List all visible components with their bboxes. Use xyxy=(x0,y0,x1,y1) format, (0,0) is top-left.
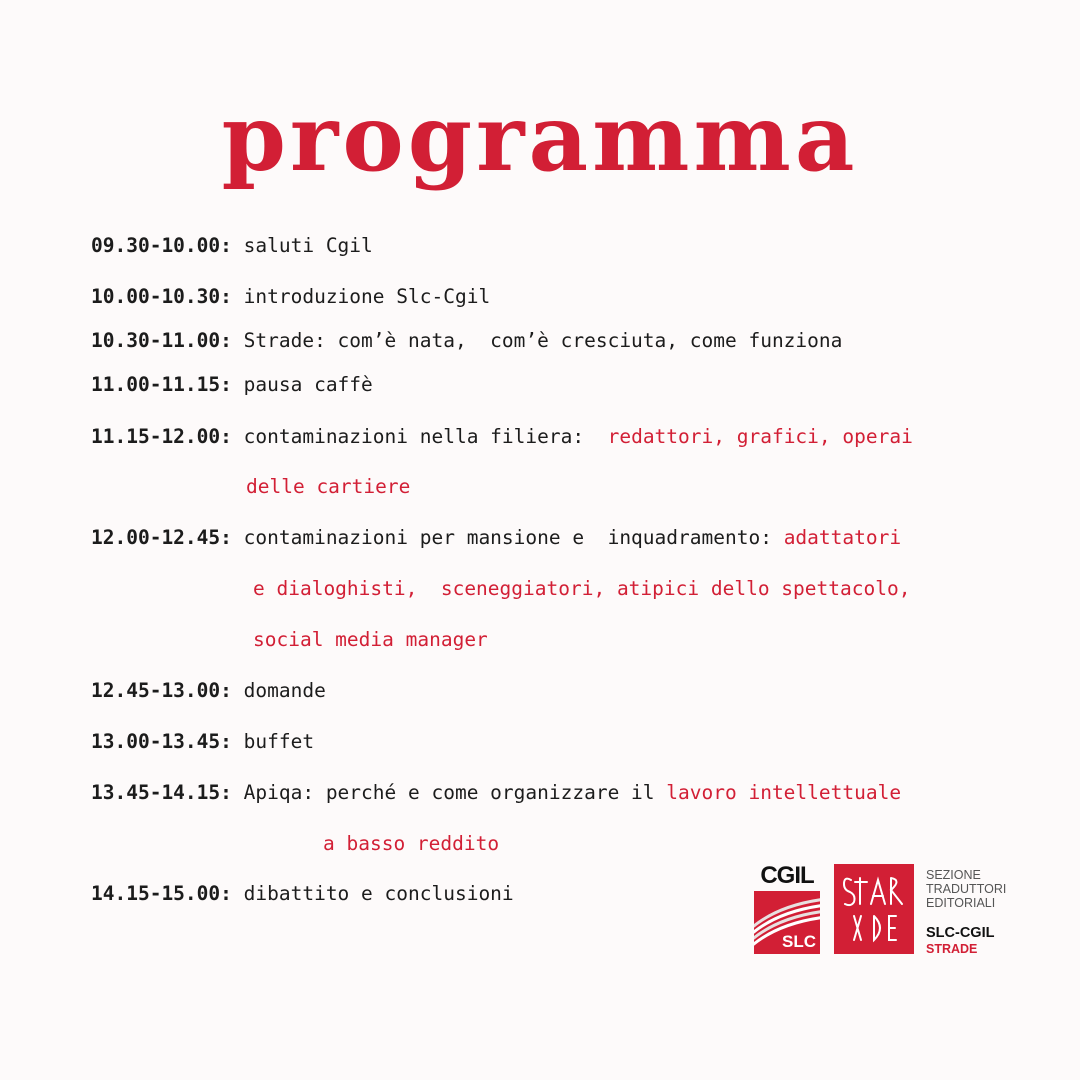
schedule-highlight: adattatori xyxy=(783,526,902,549)
schedule-row xyxy=(91,236,373,256)
schedule-row xyxy=(91,681,326,701)
schedule-row xyxy=(91,884,514,904)
schedule-row xyxy=(91,528,901,548)
strade-text: STRADE xyxy=(926,941,978,956)
schedule-text: dibattito e conclusioni xyxy=(243,882,514,905)
cgil-wordmark: CGIL xyxy=(760,862,814,889)
schedule-time: 11.15-12.00: xyxy=(91,425,232,448)
schedule-time: 11.00-11.15: xyxy=(91,373,232,396)
schedule-text: buffet xyxy=(243,730,315,753)
slc-logo-box xyxy=(754,891,820,954)
schedule-time: 10.30-11.00: xyxy=(91,329,232,352)
schedule-row xyxy=(91,732,314,752)
schedule-continuation: social media manager xyxy=(253,628,488,651)
cgil-slc-logo xyxy=(754,864,820,954)
schedule-text: contaminazioni per mansione e inquadramento: xyxy=(243,526,784,549)
schedule-text: Strade: com’è nata, com’è cresciuta, come funziona xyxy=(243,329,843,352)
schedule-row xyxy=(91,427,913,447)
schedule-highlight: redattori, grafici, operai xyxy=(607,425,913,448)
schedule-continuation: a basso reddito xyxy=(323,832,500,855)
section-line: SEZIONE xyxy=(926,868,981,882)
schedule-text: saluti Cgil xyxy=(243,234,373,257)
schedule-time: 10.00-10.30: xyxy=(91,285,232,308)
strade-logo xyxy=(834,864,914,954)
schedule-time: 12.00-12.45: xyxy=(91,526,232,549)
slc-wordmark: SLC xyxy=(782,932,816,951)
section-label xyxy=(926,868,1006,910)
schedule-time: 09.30-10.00: xyxy=(91,234,232,257)
schedule-time: 13.00-13.45: xyxy=(91,730,232,753)
schedule-text: domande xyxy=(243,679,326,702)
schedule-time: 13.45-14.15: xyxy=(91,781,232,804)
slc-cgil-strade-label xyxy=(926,926,994,955)
slc-cgil-text: SLC-CGIL xyxy=(926,925,995,941)
schedule-text: introduzione Slc-Cgil xyxy=(243,285,491,308)
section-line: EDITORIALI xyxy=(926,896,996,910)
schedule-continuation: e dialoghisti, sceneggiatori, atipici dello spettacolo, xyxy=(253,577,911,600)
schedule-row xyxy=(91,375,373,395)
schedule-time: 12.45-13.00: xyxy=(91,679,232,702)
strade-monogram-icon xyxy=(834,864,914,954)
section-line: TRADUTTORI xyxy=(926,882,1007,896)
schedule-highlight: lavoro intellettuale xyxy=(666,781,902,804)
schedule-row xyxy=(91,331,842,351)
schedule-continuation: delle cartiere xyxy=(246,475,411,498)
schedule-text: contaminazioni nella filiera: xyxy=(243,425,608,448)
schedule-row xyxy=(91,287,490,307)
schedule-text: pausa caffè xyxy=(243,373,373,396)
schedule-text: Apiqa: perché e come organizzare il xyxy=(243,781,667,804)
page-title: programma xyxy=(221,84,859,192)
schedule-row xyxy=(91,783,901,803)
schedule-time: 14.15-15.00: xyxy=(91,882,232,905)
